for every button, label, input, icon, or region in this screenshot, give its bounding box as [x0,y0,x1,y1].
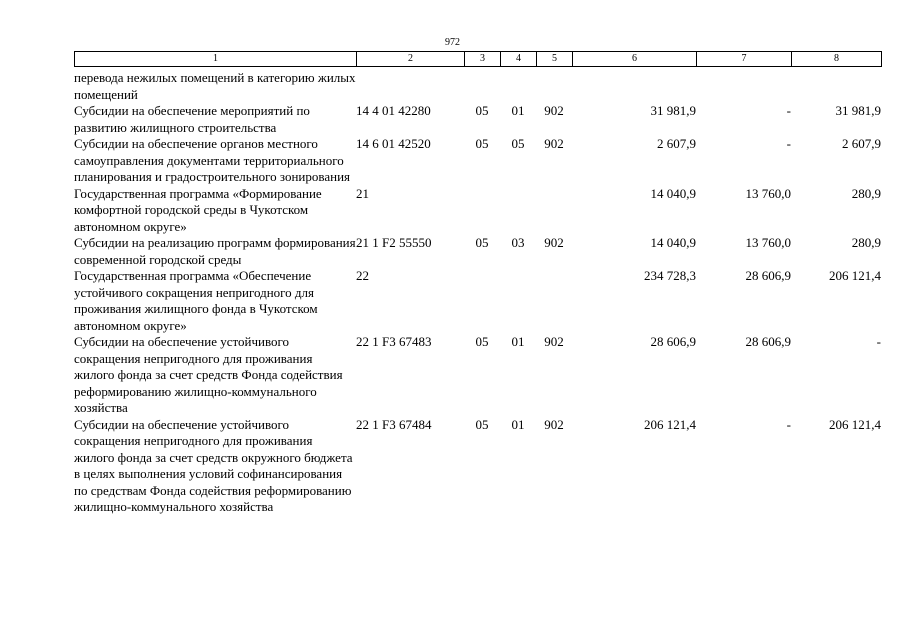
row-subsection: 03 [511,235,525,250]
row-code [356,70,464,103]
row-federal: 13 760,0 [745,235,791,250]
row-section [464,70,500,103]
row-regional: 206 121,4 [829,268,881,283]
row-name: Субсидии на обеспечение органов местного самоуправления документами территориального планирования и градостроительного зонирования [74,136,351,184]
header-col-4: 4 [501,52,537,67]
row-regional: 2 607,9 [842,136,881,151]
row-name: Субсидии на реализацию программ формирования современной городской среды [74,235,356,267]
row-subsection [500,186,536,236]
table-row [74,70,881,103]
row-grbs: 902 [544,334,564,349]
row-total: 28 606,9 [650,334,696,349]
row-code: 14 4 01 42280 [356,103,431,118]
row-federal: - [786,416,791,432]
table-row [74,235,881,268]
row-name: Субсидии на обеспечение мероприятий по развитию жилищного строительства [74,103,310,135]
header-col-2: 2 [357,52,465,67]
row-code: 14 6 01 42520 [356,136,431,151]
table-row [74,417,881,516]
row-name: Субсидии на обеспечение устойчивого сокращения непригодного для проживания жилого фонда за счет средств окружного бюджета в целях выполнения условий софинансирования по средствам Фонда содействия реформированию жилищно-коммунального хозяйства [74,416,353,514]
row-name: Государственная программа «Обеспечение устойчивого сокращения непригодного для проживания жилищного фонда в Чукотском автономном округе» [74,268,318,333]
row-name: Государственная программа «Формирование комфортной городской среды в Чукотском автономном округе» [74,185,322,234]
table-row [74,268,881,334]
row-grbs [536,70,572,103]
header-col-8: 8 [792,52,882,67]
row-section [464,268,500,334]
table-row [74,334,881,417]
row-total: 2 607,9 [657,136,696,151]
row-subsection: 01 [511,103,525,118]
row-federal: 28 606,9 [745,268,791,283]
header-col-7: 7 [697,52,792,67]
row-total: 14 040,9 [650,185,696,201]
row-code: 22 [356,268,369,283]
row-section: 05 [475,334,489,349]
row-subsection: 01 [511,334,525,349]
row-section [464,186,500,236]
row-federal: - [786,136,791,151]
row-total [572,70,696,103]
row-total: 14 040,9 [650,235,696,250]
row-name: перевода нежилых помещений в категорию жилых помещений [74,70,356,102]
row-regional: 280,9 [851,185,881,201]
row-section: 05 [475,235,489,250]
row-regional: 280,9 [851,235,881,250]
row-section: 05 [475,136,489,151]
row-section: 05 [475,416,489,432]
row-regional: - [876,334,881,349]
table-row [74,136,881,186]
row-grbs: 902 [544,103,564,118]
budget-table [74,70,881,516]
row-federal: 13 760,0 [745,185,791,201]
row-grbs: 902 [544,416,564,432]
row-subsection [500,70,536,103]
row-federal [696,70,791,103]
row-total: 206 121,4 [644,416,696,432]
row-subsection: 05 [511,136,525,151]
row-subsection: 01 [511,416,525,432]
header-col-1: 1 [75,52,357,67]
header-col-6: 6 [573,52,697,67]
row-grbs: 902 [544,235,564,250]
row-code: 22 1 F3 67483 [356,334,432,349]
row-code: 22 1 F3 67484 [356,416,432,432]
table-row [74,103,881,136]
row-code: 21 1 F2 55550 [356,235,432,250]
row-code: 21 [356,185,369,201]
header-col-3: 3 [465,52,501,67]
row-grbs [536,268,572,334]
page-number: 972 [445,37,460,48]
row-total: 31 981,9 [650,103,696,118]
column-number-header [74,51,882,67]
row-name: Субсидии на обеспечение устойчивого сокращения непригодного для проживания жилого фонда за счет средств Фонда содействия реформированию жилищно-коммунального хозяйства [74,334,343,415]
row-regional [791,70,881,103]
table-row [74,186,881,236]
row-grbs: 902 [544,136,564,151]
row-federal: 28 606,9 [745,334,791,349]
row-regional: 31 981,9 [835,103,881,118]
row-section: 05 [475,103,489,118]
row-total: 234 728,3 [644,268,696,283]
row-federal: - [786,103,791,118]
row-subsection [500,268,536,334]
header-col-5: 5 [537,52,573,67]
row-regional: 206 121,4 [829,416,881,432]
row-grbs [536,186,572,236]
